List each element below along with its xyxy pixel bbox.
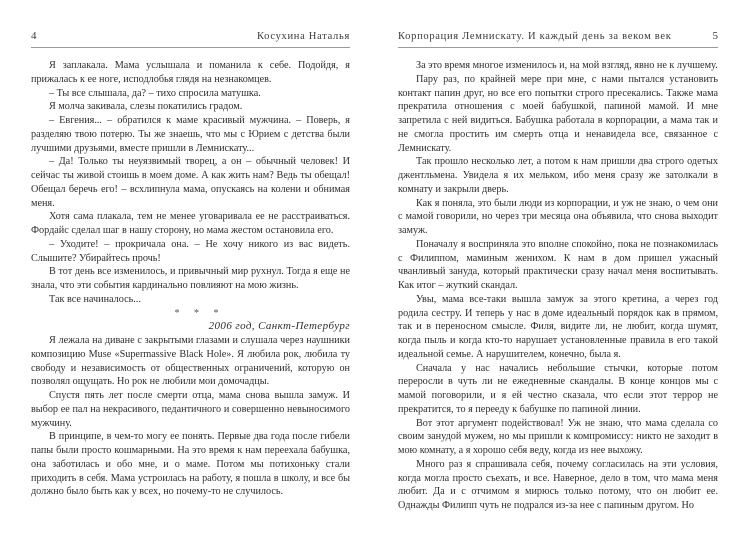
left-page-running-head (31, 30, 350, 44)
scene-separator: * * * (174, 307, 225, 319)
left-page-folio: 4 (31, 30, 37, 42)
paragraph: Поначалу я восприняла это вполне спокойно, пока не познакомилась с Филиппом, маминым женихом. К нам в дом пришел ужасный чванливый зануда, который практически сразу начал меня воспитывать. Как итог – жуткий скандал. (398, 238, 718, 291)
right-page (374, 0, 748, 540)
right-page-body (398, 59, 718, 513)
paragraph: Увы, мама все-таки вышла замуж за этого кретина, а через год родила сестру. И теперь у нас в доме идеальный порядок как в прямом, так и в переносном смысле. Филя, видите ли, не любит, когда шумят, когда пыль и когда кто-то нарушает установленные правила в его такой идеальной семье. А нарушителем, конечно, была я. (398, 293, 718, 360)
paragraph: Сначала у нас начались небольшие стычки, которые потом переросли в чуть ли не ежедневные скандалы. В конце концов мы с мамой поговорили, и я ей честно сказала, что если этот террор не прекратится, то я перееду к бабушке по папиной линии. (398, 362, 718, 415)
paragraph: Так прошло несколько лет, а потом к нам пришли два строго одетых джентльмена. Увидела я их мельком, ибо меня сразу же затолкали в комнату и закрыли дверь. (398, 156, 718, 195)
paragraph: – Уходите! – прокричала она. – Не хочу никого из вас видеть. Слышите? Убирайтесь прочь! (31, 238, 350, 264)
right-page-header-rule (398, 47, 718, 48)
paragraph: Я лежала на диване с закрытыми глазами и слушала через наушники композицию Muse «Supermassive Black Hole». Я любила рок, любила ту свободу и независимость от общественных ограничений, которую он позволял ощущать. Но рок не любили мои домочадцы. (31, 335, 350, 388)
paragraph: Спустя пять лет после смерти отца, мама снова вышла замуж. И выбор ее пал на некрасивого, педантичного и совершенно невыносимого мужчину. (31, 390, 350, 429)
paragraph: В принципе, в чем-то могу ее понять. Первые два года после гибели папы были просто кошмарными. На это время к нам переехала бабушка, она заботилась и обо мне, и о маме. Потом мы потихоньку стали приходить в себя. Мама устроилась на работу, я пошла в школу, и все бы должно было быть как у всех, но почему-то не случилось. (31, 431, 350, 498)
paragraph: Как я поняла, это были люди из корпорации, и уж не знаю, о чем они с мамой говорили, но через три месяца она объявила, что снова выходит замуж. (398, 197, 718, 236)
left-page-body (31, 59, 350, 499)
right-page-running-title: Корпорация Лемнискату. И каждый день за веком век (398, 31, 672, 42)
paragraph: Хотя сама плакала, тем не менее уговаривала ее не расстраиваться. Фордайс сделал шаг в нашу сторону, но мама жестом остановила его. (31, 211, 350, 236)
paragraph: Вот этот аргумент подействовал! Уж не знаю, что мама сделала со своим занудой мужем, но мы пришли к компромиссу: никто не заходит в мою комнату, а я хорошо себя веду, когда из нее выхожу. (398, 417, 718, 456)
paragraph: В тот день все изменилось, и привычный мир рухнул. Тогда я еще не знала, что эти события кардинально повлияют на мою жизнь. (31, 266, 350, 291)
paragraph: – Ты все слышала, да? – тихо спросила матушка. (49, 87, 261, 99)
paragraph: – Да! Только ты неуязвимый творец, а он – обычный человек! И сейчас ты живой стоишь в моем доме. А как жить нам? Ведь ты обещал! Обещал беречь его! – всхлипнула мама, опускаясь на колени и обнимая меня. (31, 156, 350, 209)
left-page-running-title: Косухина Наталья (256, 31, 350, 42)
left-page-header-rule (31, 47, 350, 48)
right-page-folio: 5 (712, 30, 718, 42)
paragraph: За это время многое изменилось и, на мой взгляд, явно не к лучшему. (416, 60, 718, 71)
paragraph: – Евгения... – обратился к маме красивый мужчина. – Поверь, я разделяю твою потерю. Ты же знаешь, что мы с Юрием с детства были лучшими друзьями, вместе пришли в Лемнискату... (31, 115, 350, 154)
right-page-running-head (398, 30, 718, 44)
paragraph: Много раз я спрашивала себя, почему согласилась на эти условия, когда могла просто съехать, и все. Наверное, дело в том, что мама меня любит. Да и с отчимом я мирюсь только потому, что он любит ее. Однажды Филипп чуть не подрался из-за нее с папиным другом. Но (398, 458, 718, 511)
paragraph: Пару раз, по крайней мере при мне, с нами пытался установить контакт папин друг, но все его попытки строго пресекались. Также мама прекратила отношения с моей бабушкой, папиной мамой. И мне запретила с ней видиться. Бабушка работала в корпорации, а мама так и не смогла простить им смерть отца и ненавидела все, связанное с Лемнискату. (398, 73, 718, 154)
paragraph: Я заплакала. Мама услышала и поманила к себе. Подойдя, я прижалась к ее ноге, исподлобья глядя на незнакомцев. (31, 60, 350, 85)
paragraph: Так все начиналось... (49, 293, 141, 305)
paragraph: Я молча закивала, слезы покатились градом. (49, 101, 243, 113)
dateline: 2006 год, Санкт-Петербург (208, 320, 350, 333)
